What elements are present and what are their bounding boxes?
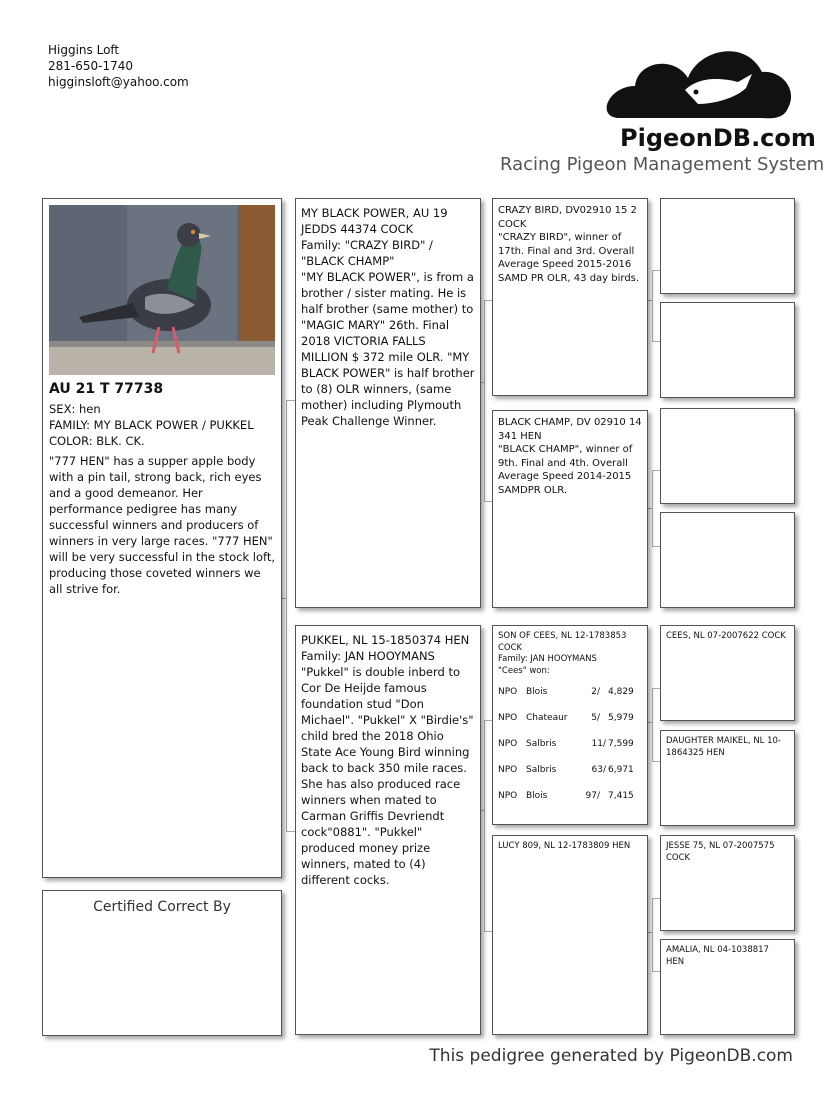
connector-ss-stub bbox=[648, 300, 652, 301]
connector-dd-stub bbox=[648, 932, 652, 933]
gen3-sd-dam-card bbox=[660, 512, 795, 608]
gen3-dd-dam-card bbox=[660, 939, 795, 1035]
race-place: Blois bbox=[526, 687, 548, 697]
race-org: NPO bbox=[498, 713, 518, 723]
loft-email: higginsloft@yahoo.com bbox=[48, 75, 189, 89]
pigeon-photo-illustration bbox=[49, 205, 275, 375]
gen3-sd-sire-card bbox=[660, 408, 795, 504]
subject-card bbox=[42, 198, 282, 878]
loft-phone: 281-650-1740 bbox=[48, 59, 134, 73]
subject-family: FAMILY: MY BLACK POWER / PUKKEL bbox=[49, 418, 254, 432]
dam-dam-card bbox=[492, 835, 648, 1035]
subject-band: AU 21 T 77738 bbox=[49, 381, 164, 397]
race-row bbox=[498, 791, 634, 817]
race-results-table bbox=[498, 687, 634, 817]
race-row bbox=[498, 713, 634, 739]
logo-site-name: PigeonDB.com bbox=[620, 124, 816, 152]
race-position: 63/ bbox=[591, 765, 606, 775]
race-place: Salbris bbox=[526, 765, 557, 775]
race-row bbox=[498, 687, 634, 713]
gen3-ss-sire-card bbox=[660, 198, 795, 294]
race-birds: 6,971 bbox=[608, 765, 634, 775]
race-place: Salbris bbox=[526, 739, 557, 749]
gen3-ds-dam-text: DAUGHTER MAIKEL, NL 10-1864325 HEN bbox=[666, 736, 781, 758]
dam-text: PUKKEL, NL 15-1850374 HEN Family: JAN HOOYMANS "Pukkel" is double inberd to Cor De Heijde famous foundation stud "Don Michael". "Pukkel" X "Birdie's" child bred the 2018 Ohio State Ace Young Bird winning back to back 350 mile races. She has also produced race winners when mated to Carman Griffis Devriendt cock"0881". "Pukkel" produced money prize winners, mated to (4) different cocks. bbox=[301, 633, 474, 887]
race-row bbox=[498, 765, 634, 791]
race-place: Blois bbox=[526, 791, 548, 801]
race-position: 11/ bbox=[591, 739, 606, 749]
race-birds: 7,415 bbox=[608, 791, 634, 801]
race-org: NPO bbox=[498, 765, 518, 775]
race-birds: 4,829 bbox=[608, 687, 634, 697]
race-birds: 5,979 bbox=[608, 713, 634, 723]
race-row bbox=[498, 739, 634, 765]
pigeon-photo bbox=[49, 205, 275, 375]
gen3-ds-sire-text: CEES, NL 07-2007622 COCK bbox=[666, 631, 786, 641]
connector-subject bbox=[286, 400, 295, 832]
race-org: NPO bbox=[498, 791, 518, 801]
connector-subject-stub bbox=[282, 598, 286, 599]
race-birds: 7,599 bbox=[608, 739, 634, 749]
subject-color: COLOR: BLK. CK. bbox=[49, 434, 145, 448]
sire-sire-text: CRAZY BIRD, DV02910 15 2 COCK "CRAZY BIRD", winner of 17th. Final and 3rd. Overall Average Speed 2015-2016 SAMD PR OLR, 43 day birds. bbox=[498, 205, 640, 284]
race-org: NPO bbox=[498, 739, 518, 749]
certified-label: Certified Correct By bbox=[93, 899, 231, 915]
certified-box bbox=[42, 890, 282, 1036]
sire-dam-card bbox=[492, 410, 648, 608]
loft-contact bbox=[48, 42, 189, 90]
dam-sire-card bbox=[492, 625, 648, 825]
footer-generated-by: This pedigree generated by PigeonDB.com bbox=[429, 1046, 793, 1066]
sire-text: MY BLACK POWER, AU 19 JEDDS 44374 COCK Family: "CRAZY BIRD" / "BLACK CHAMP" "MY BLACK POWER", is from a brother / sister mating. He is half brother (same mother) to "MAGIC MARY" 26th. Final 2018 VICTORIA FALLS MILLION $ 372 mile OLR. "MY BLACK POWER" is half brother to (8) OLR winners, (same mother) including Plymouth Peak Challenge Winner. bbox=[301, 206, 475, 428]
connector-ds-stub bbox=[648, 722, 652, 723]
connector-sd-stub bbox=[648, 508, 652, 509]
dam-sire-text: SON OF CEES, NL 12-1783853 COCK Family: JAN HOOYMANS "Cees" won: bbox=[498, 631, 627, 676]
race-position: 2/ bbox=[591, 687, 600, 697]
gen3-dd-sire-card bbox=[660, 835, 795, 931]
gen3-dd-dam-text: AMALIA, NL 04-1038817 HEN bbox=[666, 945, 769, 967]
dam-dam-text: LUCY 809, NL 12-1783809 HEN bbox=[498, 841, 631, 851]
pigeondb-logo bbox=[500, 20, 825, 180]
pigeon-cloud-icon bbox=[500, 20, 800, 130]
sire-dam-text: BLACK CHAMP, DV 02910 14 341 HEN "BLACK CHAMP", winner of 9th. Final and 4th. Overall Average Speed 2014-2015 SAMDPR OLR. bbox=[498, 417, 642, 496]
gen3-ds-sire-card bbox=[660, 625, 795, 721]
gen3-ss-dam-card bbox=[660, 302, 795, 398]
race-org: NPO bbox=[498, 687, 518, 697]
sire-card bbox=[295, 198, 481, 608]
race-position: 5/ bbox=[591, 713, 600, 723]
gen3-ds-dam-card bbox=[660, 730, 795, 826]
subject-description: "777 HEN" has a supper apple body with a pin tail, strong back, rich eyes and a good demeanor. Her performance pedigree has many successful winners and producers of winners in very large races. "777 HEN" will be very successful in the stock loft, producing those coveted winners we all strive for. bbox=[49, 454, 276, 596]
race-place: Chateaur bbox=[526, 713, 568, 723]
race-position: 97/ bbox=[585, 791, 600, 801]
sire-sire-card bbox=[492, 198, 648, 396]
gen3-dd-sire-text: JESSE 75, NL 07-2007575 COCK bbox=[666, 841, 775, 863]
subject-sex: SEX: hen bbox=[49, 402, 101, 416]
loft-name: Higgins Loft bbox=[48, 43, 120, 57]
dam-card bbox=[295, 625, 481, 1035]
logo-tagline: Racing Pigeon Management System bbox=[500, 154, 825, 175]
